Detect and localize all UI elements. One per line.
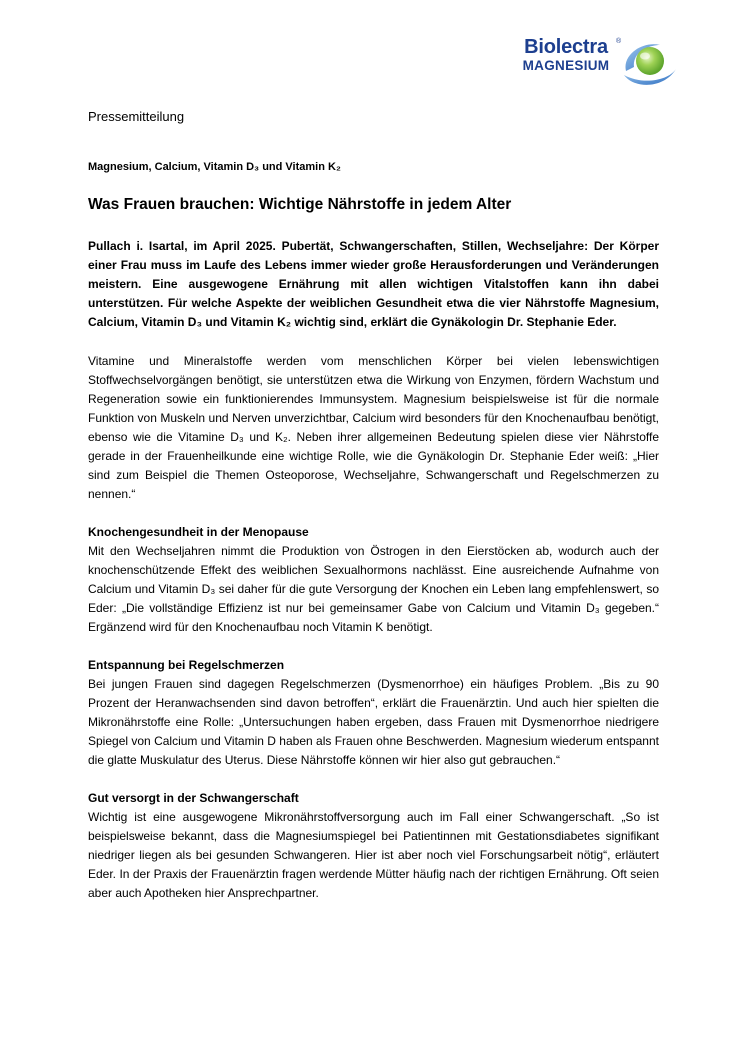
intro-paragraph: Vitamine und Mineralstoffe werden vom menschlichen Körper bei vielen lebenswichtigen Stoffwechselvorgängen benötigt, sie unterstützen etwa die Wirkung von Enzymen, fördern Wachstum und Regeneration sowie ein funktionierendes Immunsystem. Magnesium beispielsweise ist für die normale Funktion von Muskeln und Nerven unverzichtbar, Calcium wird besonders für den Knochenaufbau benötigt, ebenso wie die Vitamine D₃ und K₂. Neben ihrer allgemeinen Bedeutung spielen diese vier Nährstoffe gerade in der Frauenheilkunde eine wichtige Rolle, wie die Gynäkologin Dr. Stephanie Eder weiß: „Hier sind zum Beispiel die Themen Osteoporose, Wechseljahre, Schwangerschaft und Regelschmerzen zu nennen.“ [88,354,659,501]
topic-line: Magnesium, Calcium, Vitamin D₃ und Vitamin K₂ [88,161,341,173]
document-label: Pressemitteilung [88,109,185,124]
section-text-menstrual-pain: Bei jungen Frauen sind dagegen Regelschmerzen (Dysmenorrhoe) ein häufiges Problem. „Bis zu 90 Prozent der Heranwachsenden sind davon betroffen“, erklärt die Frauenärztin. Und auch hier spielten die Mikronährstoffe eine Rolle: „Untersuchungen haben ergeben, dass Frauen mit Dysmenorrhoe niedrigere Spiegel von Calcium und Vitamin D haben als Frauen ohne Beschwerden. Magnesium wiederum entspannt die glatte Muskulatur des Uterus. Diese Nährstoffe können wir hier also gut gebrauchen.“ [88,677,659,767]
section-text-menopause: Mit den Wechseljahren nimmt die Produktion von Östrogen in den Eierstöcken ab, wodurch auch der knochenschützende Effekt des weiblichen Sexualhormons nachlässt. Eine ausreichende Aufnahme von Calcium und Vitamin D₃ sei daher für die gute Versorgung der Knochen ein Leben lang empfehlenswert, so Eder: „Die vollständige Effizienz ist nur bei gemeinsamer Gabe von Calcium und Vitamin D₃ gegeben.“ Ergänzend wird für den Knochenaufbau noch Vitamin K benötigt. [88,544,659,634]
logo-subbrand: MAGNESIUM [522,58,610,73]
section-heading-pregnancy: Gut versorgt in der Schwangerschaft [88,791,299,805]
headline: Was Frauen brauchen: Wichtige Nährstoffe in jedem Alter [88,196,512,213]
logo-wordmark [516,36,616,74]
brand-logo [516,36,692,94]
press-release [88,108,659,903]
logo-emblem-icon [620,37,680,89]
section-heading-menstrual-pain: Entspannung bei Regelschmerzen [88,658,285,672]
section-text-pregnancy: Wichtig ist eine ausgewogene Mikronährstoffversorgung auch im Fall einer Schwangerschaft. „So ist beispielsweise bekannt, dass die Magnesiumspiegel bei Patientinnen mit Gestationsdiabetes signifikant niedriger liegen als bei gesunden Schwangeren. Hier ist aber noch viel Forschungsarbeit nötig“, erläutert Eder. In der Praxis der Frauenärztin fragen werdende Mütter häufig nach der richtigen Ernährung. Oft seien aber auch Apotheken hier Ansprechpartner. [88,810,659,900]
lead-paragraph: Pullach i. Isartal, im April 2025. Pubertät, Schwangerschaften, Stillen, Wechseljahre: Der Körper einer Frau muss im Laufe des Lebens immer wieder große Herausforderungen und Veränderungen meistern. Eine ausgewogene Ernährung mit allen wichtigen Vitalstoffen kann ihn dabei unterstützen. Für welche Aspekte der weiblichen Gesundheit etwa die vier Nährstoffe Magnesium, Calcium, Vitamin D₃ und Vitamin K₂ wichtig sind, erklärt die Gynäkologin Dr. Stephanie Eder. [88,239,659,329]
logo-brand-name: Biolectra [524,36,608,58]
section-heading-menopause: Knochengesundheit in der Menopause [88,525,309,539]
registered-mark: ® [616,38,622,45]
